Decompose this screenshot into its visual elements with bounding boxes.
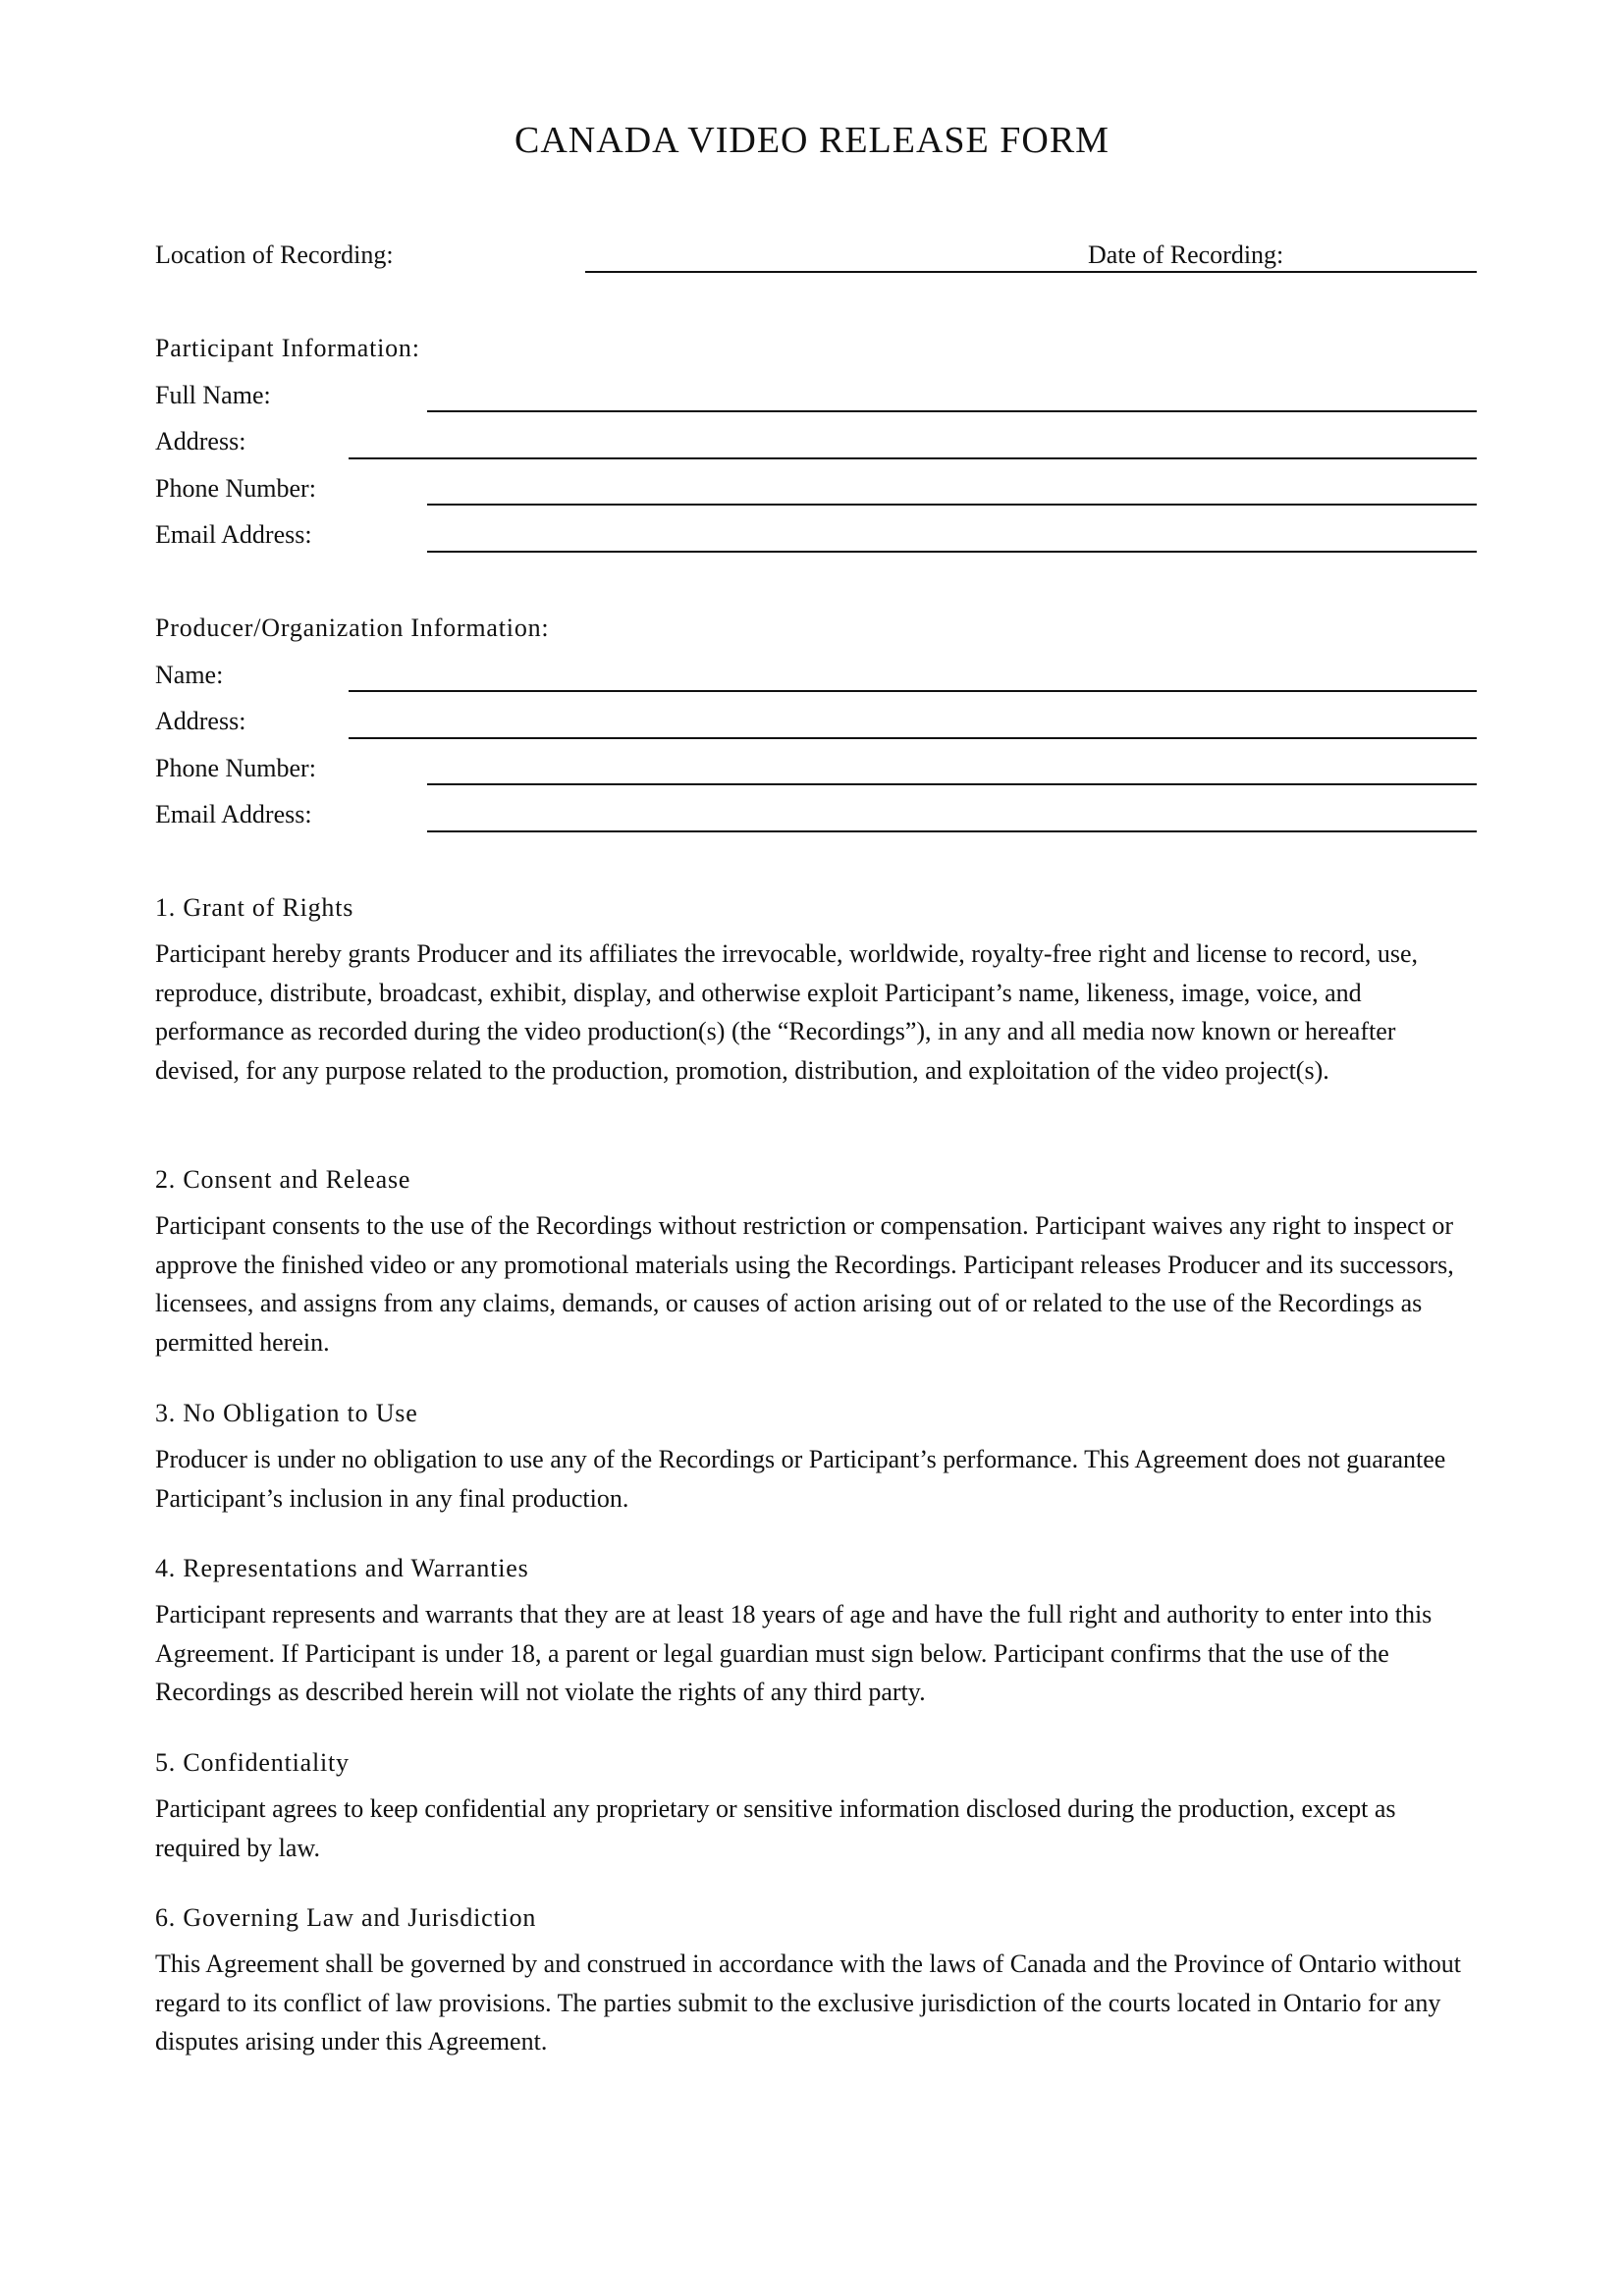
section-6-text: This Agreement shall be governed by and construed in accordance with the laws of Canada and the Province of Ontario without regard to its conflict of law provisions. The parties submit to the exclusive jurisdiction of the courts located in Ontario for any disputes arising under this Agreement. (155, 1949, 1461, 2056)
producer-information-heading: Producer/Organization Information: (155, 614, 550, 642)
section-3-text: Producer is under no obligation to use any of the Recordings or Participant’s performance. This Agreement does not guarantee Participant’s inclusion in any final production. (155, 1445, 1446, 1513)
participant-full-name-label: Full Name: (155, 381, 271, 409)
section-2-body (155, 1206, 1477, 1362)
participant-email-address-label: Email Address: (155, 520, 312, 549)
section-6-heading: 6. Governing Law and Jurisdiction (155, 1903, 537, 1932)
participant-address-label: Address: (155, 427, 246, 455)
producer-email-address-label: Email Address: (155, 800, 312, 828)
producer-email-address-field[interactable] (427, 830, 1477, 832)
producer-name-label: Name: (155, 661, 224, 689)
producer-address-label: Address: (155, 707, 246, 735)
participant-information-heading: Participant Information: (155, 334, 420, 362)
section-2-text: Participant consents to the use of the Recordings without restriction or compensation. Participant waives any right to inspect or approve the finished video or any promotional materials using the Recordings. Participant releases Producer and its successors, licensees, and assigns from any claims, demands, or causes of action arising out of or related to the use of the Recordings as permitted herein. (155, 1211, 1454, 1357)
section-1-body (155, 934, 1477, 1090)
section-4-text: Participant represents and warrants that they are at least 18 years of age and have the full right and authority to enter into this Agreement. If Participant is under 18, a parent or legal guardian must sign below. Participant confirms that the use of the Recordings as described herein will not violate the rights of any third party. (155, 1600, 1433, 1706)
section-4-heading: 4. Representations and Warranties (155, 1554, 529, 1582)
date-of-recording-label: Date of Recording: (1088, 240, 1284, 269)
producer-phone-number-label: Phone Number: (155, 754, 316, 782)
section-5-body (155, 1789, 1477, 1867)
producer-address-field[interactable] (349, 737, 1477, 739)
participant-email-address-field[interactable] (427, 551, 1477, 553)
form-title: CANADA VIDEO RELEASE FORM (514, 120, 1110, 161)
location-of-recording-field[interactable] (585, 271, 1477, 273)
section-6-body (155, 1945, 1477, 2061)
section-5-text: Participant agrees to keep confidential any proprietary or sensitive information disclosed during the production, except as required by law. (155, 1794, 1396, 1862)
participant-phone-number-label: Phone Number: (155, 474, 316, 503)
section-1-text: Participant hereby grants Producer and its affiliates the irrevocable, worldwide, royalty-free right and license to record, use, reproduce, distribute, broadcast, exhibit, display, and otherwise exploit Participant’s name, likeness, image, voice, and performance as recorded during the video production(s) (the “Recordings”), in any and all media now known or hereafter devised, for any purpose related to the production, promotion, distribution, and exploitation of the video project(s). (155, 939, 1419, 1085)
section-3-body (155, 1440, 1477, 1518)
section-5-heading: 5. Confidentiality (155, 1748, 350, 1777)
participant-address-field[interactable] (349, 457, 1477, 459)
section-1-heading: 1. Grant of Rights (155, 893, 354, 922)
section-4-body (155, 1595, 1477, 1712)
participant-full-name-field[interactable] (427, 410, 1477, 412)
section-3-heading: 3. No Obligation to Use (155, 1399, 418, 1427)
producer-phone-number-field[interactable] (427, 783, 1477, 785)
participant-phone-number-field[interactable] (427, 504, 1477, 506)
producer-name-field[interactable] (349, 690, 1477, 692)
location-of-recording-label: Location of Recording: (155, 240, 394, 269)
section-2-heading: 2. Consent and Release (155, 1165, 411, 1194)
